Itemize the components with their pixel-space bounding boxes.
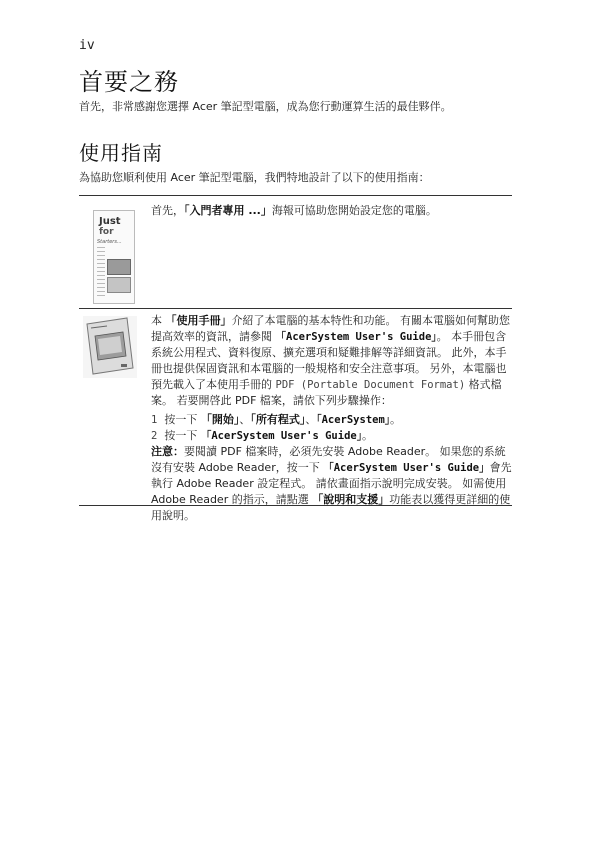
user-guide-manual-thumbnail (83, 316, 137, 378)
page-number: iv (79, 38, 95, 53)
poster-laptop-image-2 (107, 277, 131, 293)
user-manual-paragraph: 本 「使用手冊」介紹了本電腦的基本特性和功能。 有關本電腦如何幫助您提高效率的資訊，請參閱 「AcerSystem User's Guide」。 本手冊包含系統公用程式、資料復原、擴充選項和疑難排解等詳細資訊。 此外，本手冊也提供保固資訊和本電腦的一般規格和安全注意事項。 另外，本電腦也預先載入了本使用手冊的 PDF (Portable Document Format) 格式檔案。 若要開啓此 PDF 檔案，請依下列步驟操作： (151, 314, 510, 407)
note-paragraph: 注意：要閱讀 PDF 檔案時，必須先安裝 Adobe Reader。 如果您的系統沒有安裝 Adobe Reader，按一下 「AcerSystem User's Guide」會先執行 Adobe Reader 設定程式。 請依畫面指示說明完成安裝。 如需使用 Adobe Reader 的指示，請點選 「說明和支援」功能表以獲得更詳細的使用說明。 (151, 445, 512, 522)
table-mid-rule (79, 308, 512, 309)
just-for-starters-poster-thumbnail (93, 210, 135, 304)
table-bottom-rule (79, 505, 512, 506)
intro-paragraph: 首先，非常感謝您選擇 Acer 筆記型電腦，成為您行動運算生活的最佳夥伴。 (79, 100, 452, 113)
row1-description: 首先，「入門者專用 ...」海報可協助您開始設定您的電腦。 (151, 204, 437, 217)
poster-text-lines (97, 247, 105, 297)
poster-laptop-image (107, 259, 131, 275)
row2-description (151, 313, 512, 524)
poster-title: Just for (99, 216, 121, 237)
step-1: 1 按一下 「開始」、「所有程式」、「AcerSystem」。 (151, 413, 402, 426)
poster-subtitle: Starters... (97, 239, 122, 245)
guides-intro-paragraph: 為協助您順利使用 Acer 筆記型電腦，我們特地設計了以下的使用指南： (79, 171, 430, 184)
heading-guides: 使用指南 (79, 141, 163, 165)
heading-first-things-first: 首要之務 (79, 68, 179, 96)
manual-cover-graphic (83, 316, 137, 378)
table-top-rule (79, 195, 512, 196)
step-2: 2 按一下 「AcerSystem User's Guide」。 (151, 429, 373, 442)
